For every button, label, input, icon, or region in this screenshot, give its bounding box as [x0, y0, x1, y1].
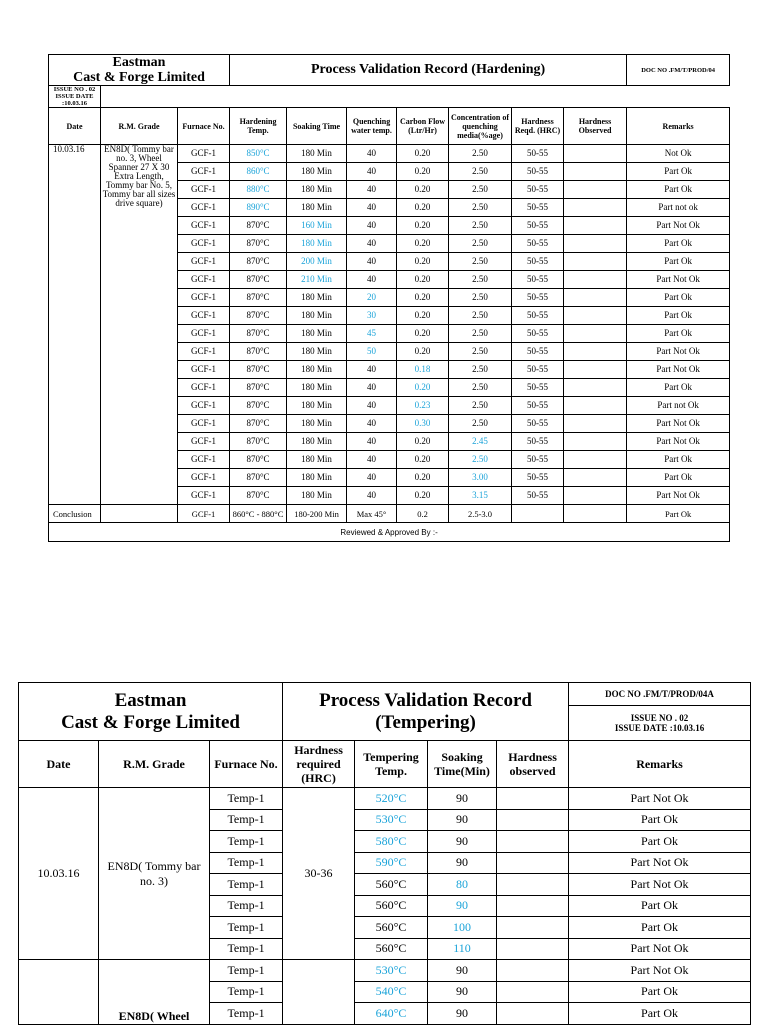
column-header: Furnace No. [178, 108, 230, 145]
cell-furnace: GCF-1 [178, 289, 230, 307]
cell-conc: 2.50 [449, 253, 512, 271]
cell-furnace: GCF-1 [178, 361, 230, 379]
hardness-required-cell [283, 960, 355, 1025]
cell-temp: 870°C [230, 379, 287, 397]
cell-furnace: GCF-1 [178, 199, 230, 217]
cell-grade [101, 505, 178, 523]
cell-furnace: GCF-1 [178, 505, 230, 523]
cell-soak: 180 Min [287, 343, 347, 361]
cell-remarks: Part Ok [569, 809, 751, 831]
cell-obs [564, 433, 627, 451]
cell-remarks: Part Ok [627, 325, 730, 343]
column-header: Carbon Flow (Ltr/Hr) [397, 108, 449, 145]
cell-carbon: 0.18 [397, 361, 449, 379]
cell-furnace: Temp-1 [210, 874, 283, 896]
cell-quench: 45 [347, 325, 397, 343]
cell-soak: 180 Min [287, 235, 347, 253]
cell-soak: 90 [428, 960, 497, 982]
cell-remarks: Part Not Ok [627, 217, 730, 235]
cell-temp: 560°C [355, 874, 428, 896]
cell-quench: 40 [347, 217, 397, 235]
grade-cell: EN8D( Wheel [99, 960, 210, 1025]
cell-obs [497, 852, 569, 874]
cell-carbon: 0.20 [397, 271, 449, 289]
grade-cell: EN8D( Tommy bar no. 3) [99, 788, 210, 960]
cell-hard: 50-55 [512, 361, 564, 379]
cell-remarks: Part Not Ok [627, 433, 730, 451]
cell-carbon: 0.20 [397, 217, 449, 235]
cell-conc: 2.50 [449, 271, 512, 289]
cell-soak: 180 Min [287, 163, 347, 181]
cell-obs [564, 163, 627, 181]
cell-obs [564, 451, 627, 469]
cell-temp: 520°C [355, 788, 428, 810]
cell-soak: 90 [428, 1003, 497, 1025]
cell-remarks: Part Ok [627, 451, 730, 469]
cell-quench: 40 [347, 415, 397, 433]
issue-info: ISSUE NO . 02 ISSUE DATE :10.03.16 [49, 86, 101, 108]
column-header: Remarks [627, 108, 730, 145]
cell-obs [564, 361, 627, 379]
cell-hard: 50-55 [512, 451, 564, 469]
page-title: Process Validation Record (Hardening) [230, 55, 627, 86]
cell-quench: 40 [347, 163, 397, 181]
cell-hard: 50-55 [512, 217, 564, 235]
cell-furnace: Temp-1 [210, 917, 283, 939]
cell-furnace: Temp-1 [210, 981, 283, 1003]
cell-soak: 110 [428, 938, 497, 960]
cell-soak: 180 Min [287, 415, 347, 433]
cell-remarks: Part not ok [627, 199, 730, 217]
cell-soak: 90 [428, 809, 497, 831]
column-header: Soaking Time [287, 108, 347, 145]
cell-conc: 3.00 [449, 469, 512, 487]
cell-remarks: Part Ok [627, 469, 730, 487]
cell-obs [497, 938, 569, 960]
cell-temp: 560°C [355, 917, 428, 939]
cell-temp: 870°C [230, 307, 287, 325]
cell-carbon: 0.20 [397, 379, 449, 397]
cell-furnace: GCF-1 [178, 379, 230, 397]
cell-remarks: Part Ok [569, 1003, 751, 1025]
cell-soak: 90 [428, 831, 497, 853]
cell-obs [564, 181, 627, 199]
cell-remarks: Part Not Ok [627, 487, 730, 505]
cell-remarks: Part Ok [627, 289, 730, 307]
date-cell: 10.03.16 [49, 145, 101, 505]
cell-temp: 870°C [230, 415, 287, 433]
cell-quench: 40 [347, 379, 397, 397]
cell-obs [497, 1003, 569, 1025]
cell-hard: 50-55 [512, 199, 564, 217]
cell-hard: 50-55 [512, 397, 564, 415]
column-header: R.M. Grade [101, 108, 178, 145]
cell-furnace: GCF-1 [178, 343, 230, 361]
cell-temp: 880°C [230, 181, 287, 199]
cell-obs [497, 809, 569, 831]
cell-carbon: 0.20 [397, 307, 449, 325]
cell-remarks: Part Not Ok [569, 852, 751, 874]
cell-furnace: GCF-1 [178, 487, 230, 505]
cell-conc: 2.50 [449, 379, 512, 397]
table-row [19, 788, 751, 810]
cell-remarks: Not Ok [627, 145, 730, 163]
cell-carbon: 0.23 [397, 397, 449, 415]
cell-carbon: 0.30 [397, 415, 449, 433]
cell-furnace: GCF-1 [178, 253, 230, 271]
cell-furnace: GCF-1 [178, 181, 230, 199]
cell-temp: 860°C [230, 163, 287, 181]
cell-temp: 640°C [355, 1003, 428, 1025]
doc-number: DOC NO .FM/T/PROD/04 [627, 55, 730, 86]
cell-carbon: 0.20 [397, 145, 449, 163]
cell-furnace: Temp-1 [210, 960, 283, 982]
cell-carbon: 0.20 [397, 469, 449, 487]
cell-furnace: Temp-1 [210, 895, 283, 917]
cell-temp: 530°C [355, 960, 428, 982]
cell-soak: 180 Min [287, 487, 347, 505]
cell-remarks: Part Ok [627, 307, 730, 325]
cell-hard: 50-55 [512, 235, 564, 253]
cell-quench: 40 [347, 433, 397, 451]
cell-carbon: 0.20 [397, 343, 449, 361]
cell-temp: 870°C [230, 451, 287, 469]
cell-hard: 50-55 [512, 325, 564, 343]
hardness-required-cell: 30-36 [283, 788, 355, 960]
cell-hard: 50-55 [512, 379, 564, 397]
cell-soak: 200 Min [287, 253, 347, 271]
cell-obs [497, 895, 569, 917]
cell-temp: 870°C [230, 325, 287, 343]
cell-furnace: GCF-1 [178, 163, 230, 181]
cell-conc: 2.50 [449, 451, 512, 469]
cell-furnace: GCF-1 [178, 325, 230, 343]
cell-carbon: 0.2 [397, 505, 449, 523]
reviewed-approved-label: Reviewed & Approved By :- [49, 523, 730, 542]
cell-quench: 40 [347, 253, 397, 271]
cell-soak: 180 Min [287, 451, 347, 469]
cell-hard [512, 505, 564, 523]
cell-remarks: Part Ok [569, 831, 751, 853]
cell-remarks: Part Not Ok [627, 415, 730, 433]
cell-carbon: 0.20 [397, 199, 449, 217]
cell-carbon: 0.20 [397, 289, 449, 307]
cell-quench: 40 [347, 487, 397, 505]
company-name: Eastman Cast & Forge Limited [49, 55, 230, 86]
cell-soak: 100 [428, 917, 497, 939]
cell-conc: 2.50 [449, 163, 512, 181]
cell-temp: 870°C [230, 433, 287, 451]
cell-temp: 870°C [230, 361, 287, 379]
cell-soak: 180 Min [287, 145, 347, 163]
cell-soak: 210 Min [287, 271, 347, 289]
cell-remarks: Part Not Ok [627, 271, 730, 289]
cell-soak: 180 Min [287, 397, 347, 415]
cell-temp: 870°C [230, 253, 287, 271]
cell-remarks: Part not Ok [627, 397, 730, 415]
column-header: R.M. Grade [99, 741, 210, 788]
cell-furnace: Temp-1 [210, 831, 283, 853]
cell-temp: 590°C [355, 852, 428, 874]
cell-obs [497, 831, 569, 853]
cell-obs [497, 960, 569, 982]
cell-carbon: 0.20 [397, 433, 449, 451]
cell-temp: 540°C [355, 981, 428, 1003]
column-header: Hardness Observed [564, 108, 627, 145]
cell-hard: 50-55 [512, 433, 564, 451]
cell-quench: 40 [347, 397, 397, 415]
cell-remarks: Part Ok [569, 895, 751, 917]
cell-conc: 3.15 [449, 487, 512, 505]
page-title: Process Validation Record (Tempering) [283, 683, 569, 741]
cell-furnace: GCF-1 [178, 217, 230, 235]
cell-temp: 870°C [230, 289, 287, 307]
cell-quench: 40 [347, 235, 397, 253]
cell-soak: 180 Min [287, 289, 347, 307]
cell-remarks: Part Ok [627, 163, 730, 181]
cell-furnace: GCF-1 [178, 235, 230, 253]
cell-remarks: Part Ok [627, 181, 730, 199]
cell-furnace: Temp-1 [210, 809, 283, 831]
cell-temp: 870°C [230, 217, 287, 235]
cell-obs [497, 874, 569, 896]
cell-temp: 890°C [230, 199, 287, 217]
cell-obs [564, 487, 627, 505]
cell-furnace: Temp-1 [210, 788, 283, 810]
cell-obs [564, 379, 627, 397]
cell-conc: 2.50 [449, 397, 512, 415]
cell-conc: 2.45 [449, 433, 512, 451]
cell-obs [564, 199, 627, 217]
cell-furnace: Temp-1 [210, 852, 283, 874]
cell-temp: 560°C [355, 938, 428, 960]
cell-obs [564, 415, 627, 433]
cell-conc: 2.50 [449, 361, 512, 379]
grade-cell: EN8D( Tommy bar no. 3, Wheel Spanner 27 X 30 Extra Length, Tommy bar No. 5, Tommy bar all sizes drive square) [101, 145, 178, 505]
cell-soak: 180 Min [287, 307, 347, 325]
cell-obs [564, 307, 627, 325]
cell-furnace: GCF-1 [178, 415, 230, 433]
cell-remarks: Part Ok [569, 981, 751, 1003]
cell-quench: 50 [347, 343, 397, 361]
column-header: Soaking Time(Min) [428, 741, 497, 788]
cell-soak: 180 Min [287, 199, 347, 217]
cell-remarks: Part Ok [627, 235, 730, 253]
cell-temp: 870°C [230, 235, 287, 253]
cell-furnace: GCF-1 [178, 271, 230, 289]
column-header: Hardness Reqd. (HRC) [512, 108, 564, 145]
cell-obs [564, 271, 627, 289]
conclusion-label: Conclusion [49, 505, 101, 523]
tempering-table [18, 682, 751, 1025]
cell-hard: 50-55 [512, 343, 564, 361]
cell-temp: 580°C [355, 831, 428, 853]
cell-temp: 560°C [355, 895, 428, 917]
cell-remarks: Part Ok [627, 253, 730, 271]
cell-temp: 530°C [355, 809, 428, 831]
cell-furnace: GCF-1 [178, 307, 230, 325]
cell-temp: 870°C [230, 469, 287, 487]
cell-remarks: Part Not Ok [627, 343, 730, 361]
column-header: Furnace No. [210, 741, 283, 788]
column-header: Concentration of quenching media(%age) [449, 108, 512, 145]
cell-conc: 2.50 [449, 181, 512, 199]
cell-obs [564, 469, 627, 487]
date-cell [19, 960, 99, 1025]
cell-conc: 2.50 [449, 415, 512, 433]
cell-soak: 80 [428, 874, 497, 896]
hardening-table [48, 54, 730, 542]
conclusion-row [49, 505, 730, 523]
cell-obs [564, 235, 627, 253]
cell-furnace: GCF-1 [178, 451, 230, 469]
cell-furnace: GCF-1 [178, 433, 230, 451]
company-name: Eastman Cast & Forge Limited [19, 683, 283, 741]
cell-obs [564, 343, 627, 361]
cell-hard: 50-55 [512, 181, 564, 199]
cell-remarks: Part Not Ok [569, 788, 751, 810]
cell-quench: 40 [347, 361, 397, 379]
cell-carbon: 0.20 [397, 181, 449, 199]
cell-carbon: 0.20 [397, 487, 449, 505]
doc-number: DOC NO .FM/T/PROD/04A [569, 683, 751, 706]
cell-obs [564, 145, 627, 163]
cell-conc: 2.50 [449, 217, 512, 235]
cell-remarks: Part Not Ok [627, 361, 730, 379]
cell-obs [564, 217, 627, 235]
cell-remarks: Part Not Ok [569, 960, 751, 982]
cell-remarks: Part Not Ok [569, 938, 751, 960]
column-header: Quenching water temp. [347, 108, 397, 145]
column-header: Hardness observed [497, 741, 569, 788]
column-header: Hardening Temp. [230, 108, 287, 145]
cell-hard: 50-55 [512, 271, 564, 289]
column-header: Date [49, 108, 101, 145]
cell-conc: 2.50 [449, 343, 512, 361]
cell-soak: 180 Min [287, 325, 347, 343]
cell-quench: 30 [347, 307, 397, 325]
cell-temp: 850°C [230, 145, 287, 163]
column-header: Tempering Temp. [355, 741, 428, 788]
cell-conc: 2.50 [449, 199, 512, 217]
cell-quench: 40 [347, 469, 397, 487]
cell-soak: 90 [428, 895, 497, 917]
table-row [19, 960, 751, 982]
cell-temp: 870°C [230, 487, 287, 505]
cell-hard: 50-55 [512, 415, 564, 433]
cell-quench: Max 45° [347, 505, 397, 523]
cell-obs [564, 289, 627, 307]
cell-quench: 40 [347, 199, 397, 217]
cell-furnace: Temp-1 [210, 1003, 283, 1025]
cell-soak: 90 [428, 852, 497, 874]
cell-hard: 50-55 [512, 469, 564, 487]
cell-conc: 2.50 [449, 145, 512, 163]
date-cell: 10.03.16 [19, 788, 99, 960]
cell-soak: 180 Min [287, 469, 347, 487]
cell-conc: 2.50 [449, 307, 512, 325]
cell-conc: 2.5-3.0 [449, 505, 512, 523]
cell-soak: 180 Min [287, 379, 347, 397]
cell-carbon: 0.20 [397, 235, 449, 253]
column-header: Date [19, 741, 99, 788]
cell-remarks: Part Ok [627, 379, 730, 397]
cell-obs [564, 325, 627, 343]
cell-soak: 160 Min [287, 217, 347, 235]
cell-hard: 50-55 [512, 145, 564, 163]
cell-quench: 40 [347, 145, 397, 163]
cell-soak: 180 Min [287, 181, 347, 199]
cell-hard: 50-55 [512, 487, 564, 505]
cell-carbon: 0.20 [397, 325, 449, 343]
column-header: Hardness required (HRC) [283, 741, 355, 788]
cell-conc: 2.50 [449, 235, 512, 253]
cell-temp: 860°C - 880°C [230, 505, 287, 523]
cell-conc: 2.50 [449, 289, 512, 307]
cell-temp: 870°C [230, 271, 287, 289]
cell-obs [497, 981, 569, 1003]
cell-quench: 40 [347, 181, 397, 199]
cell-soak: 180 Min [287, 361, 347, 379]
cell-carbon: 0.20 [397, 451, 449, 469]
cell-furnace: GCF-1 [178, 469, 230, 487]
cell-quench: 40 [347, 271, 397, 289]
cell-hard: 50-55 [512, 163, 564, 181]
column-header: Remarks [569, 741, 751, 788]
cell-soak: 180 Min [287, 433, 347, 451]
cell-remarks: Part Not Ok [569, 874, 751, 896]
cell-carbon: 0.20 [397, 253, 449, 271]
table-row [49, 145, 730, 163]
issue-info: ISSUE NO . 02 ISSUE DATE :10.03.16 [569, 706, 751, 741]
cell-obs [564, 505, 627, 523]
cell-carbon: 0.20 [397, 163, 449, 181]
cell-obs [497, 917, 569, 939]
cell-obs [564, 397, 627, 415]
cell-obs [564, 253, 627, 271]
cell-soak: 180-200 Min [287, 505, 347, 523]
cell-remarks: Part Ok [569, 917, 751, 939]
cell-furnace: GCF-1 [178, 145, 230, 163]
cell-furnace: Temp-1 [210, 938, 283, 960]
cell-hard: 50-55 [512, 253, 564, 271]
cell-furnace: GCF-1 [178, 397, 230, 415]
cell-remarks: Part Ok [627, 505, 730, 523]
cell-quench: 20 [347, 289, 397, 307]
cell-quench: 40 [347, 451, 397, 469]
cell-conc: 2.50 [449, 325, 512, 343]
cell-temp: 870°C [230, 397, 287, 415]
cell-soak: 90 [428, 788, 497, 810]
cell-hard: 50-55 [512, 307, 564, 325]
cell-obs [497, 788, 569, 810]
cell-hard: 50-55 [512, 289, 564, 307]
cell-soak: 90 [428, 981, 497, 1003]
cell-temp: 870°C [230, 343, 287, 361]
